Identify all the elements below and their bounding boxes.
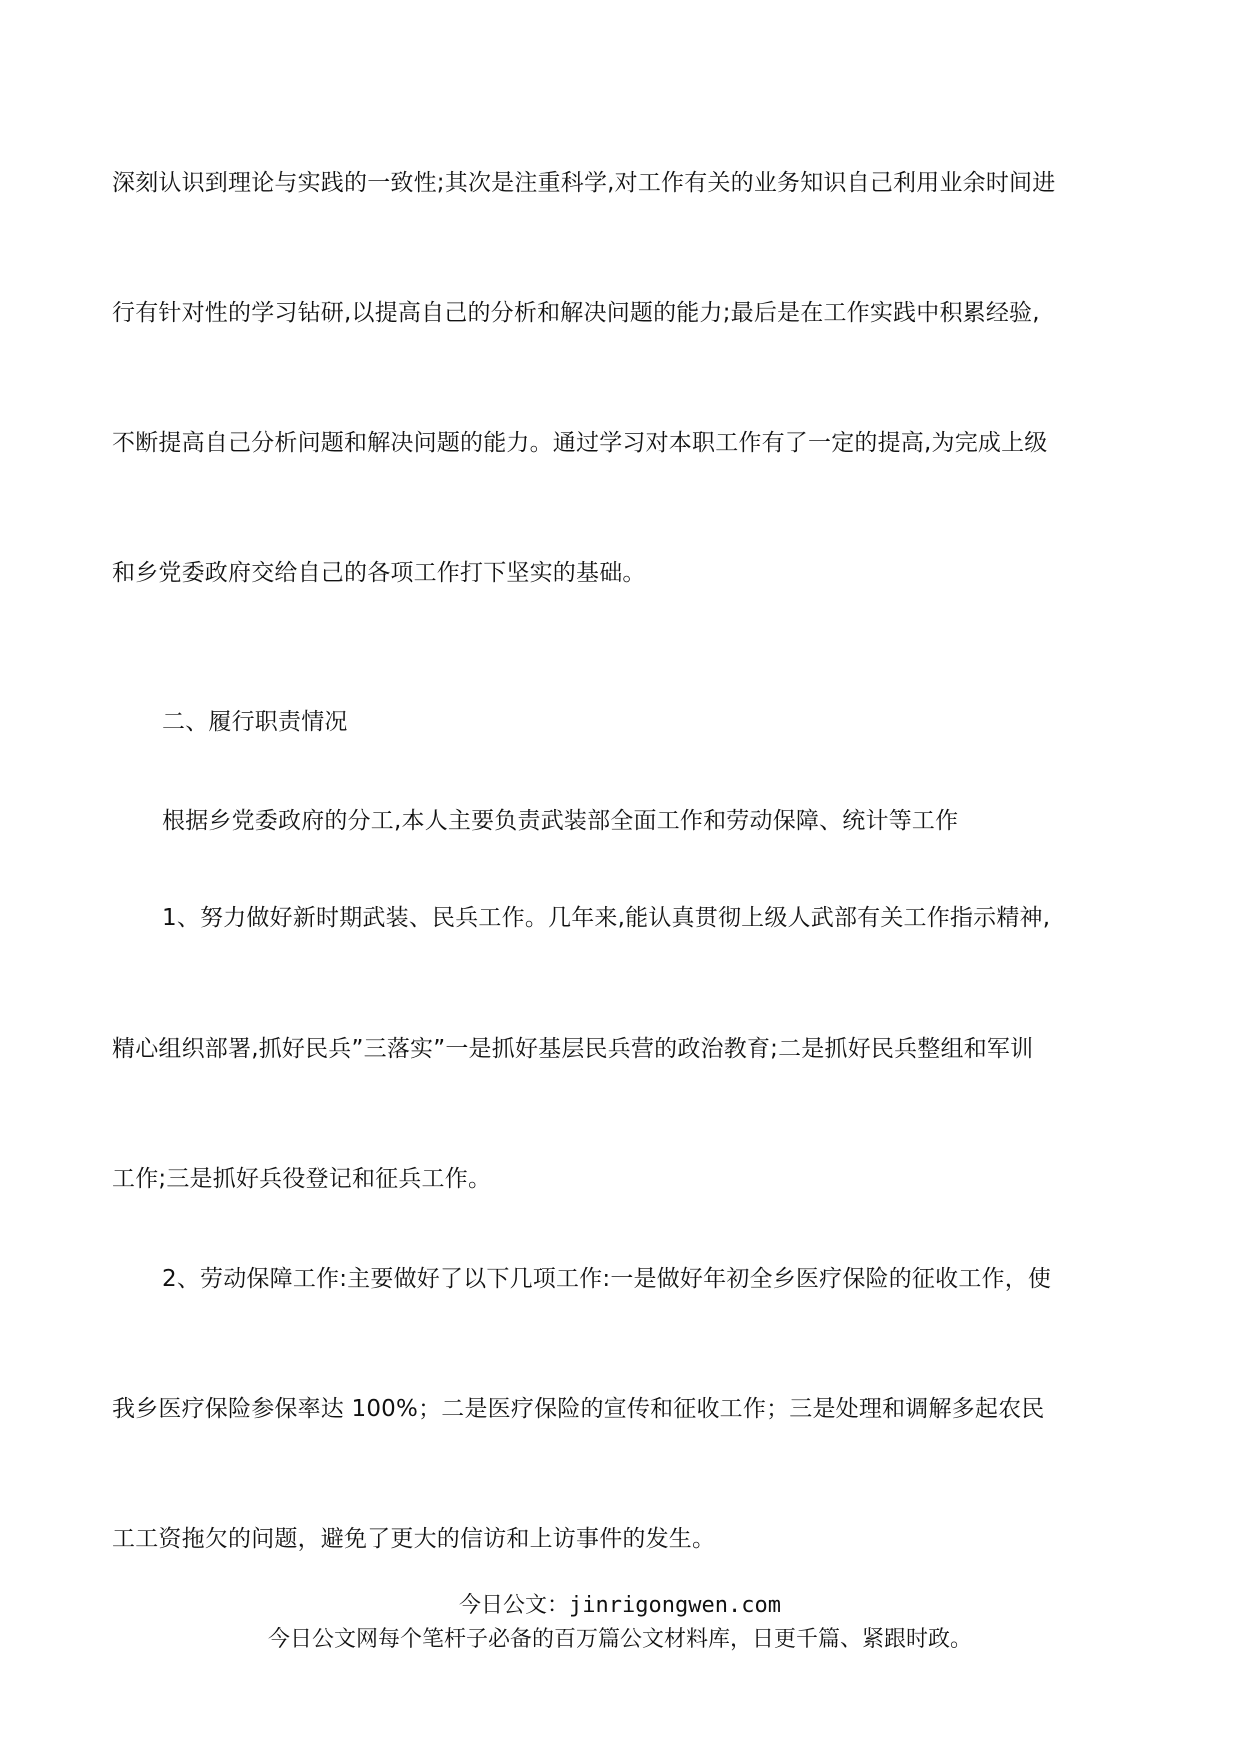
section-heading: 二、履行职责情况 xyxy=(162,709,348,735)
footer-source xyxy=(0,1592,1240,1620)
item-2-line: 2、劳动保障工作:主要做好了以下几项工作:一是做好年初全乡医疗保险的征收工作，使 xyxy=(162,1266,1052,1292)
paragraph-line: 不断提高自己分析问题和解决问题的能力。通过学习对本职工作有了一定的提高,为完成上级 xyxy=(112,430,1048,456)
paragraph-line: 和乡党委政府交给自己的各项工作打下坚实的基础。 xyxy=(112,560,646,586)
item-1-line: 工作;三是抓好兵役登记和征兵工作。 xyxy=(112,1166,492,1192)
footer-tagline: 今日公文网每个笔杆子必备的百万篇公文材料库，日更千篇、紧跟时政。 xyxy=(267,1627,972,1652)
intro-paragraph: 根据乡党委政府的分工,本人主要负责武装部全面工作和劳动保障、统计等工作 xyxy=(162,808,959,834)
paragraph-line: 行有针对性的学习钻研,以提高自己的分析和解决问题的能力;最后是在工作实践中积累经验, xyxy=(112,300,1040,326)
footer-label: 今日公文： xyxy=(459,1593,570,1618)
footer-url[interactable]: jinrigongwen.com xyxy=(569,1593,781,1618)
item-1-line: 精心组织部署,抓好民兵”三落实”一是抓好基层民兵营的政治教育;二是抓好民兵整组和军训 xyxy=(112,1036,1034,1062)
item-2-line: 工工资拖欠的问题，避免了更大的信访和上访事件的发生。 xyxy=(112,1526,716,1552)
paragraph-line: 深刻认识到理论与实践的一致性;其次是注重科学,对工作有关的业务知识自己利用业余时间进 xyxy=(112,170,1056,196)
item-1-line: 1、努力做好新时期武装、民兵工作。几年来,能认真贯彻上级人武部有关工作指示精神, xyxy=(162,905,1051,931)
item-2-line: 我乡医疗保险参保率达 100%；二是医疗保险的宣传和征收工作；三是处理和调解多起农民 xyxy=(112,1396,1045,1422)
